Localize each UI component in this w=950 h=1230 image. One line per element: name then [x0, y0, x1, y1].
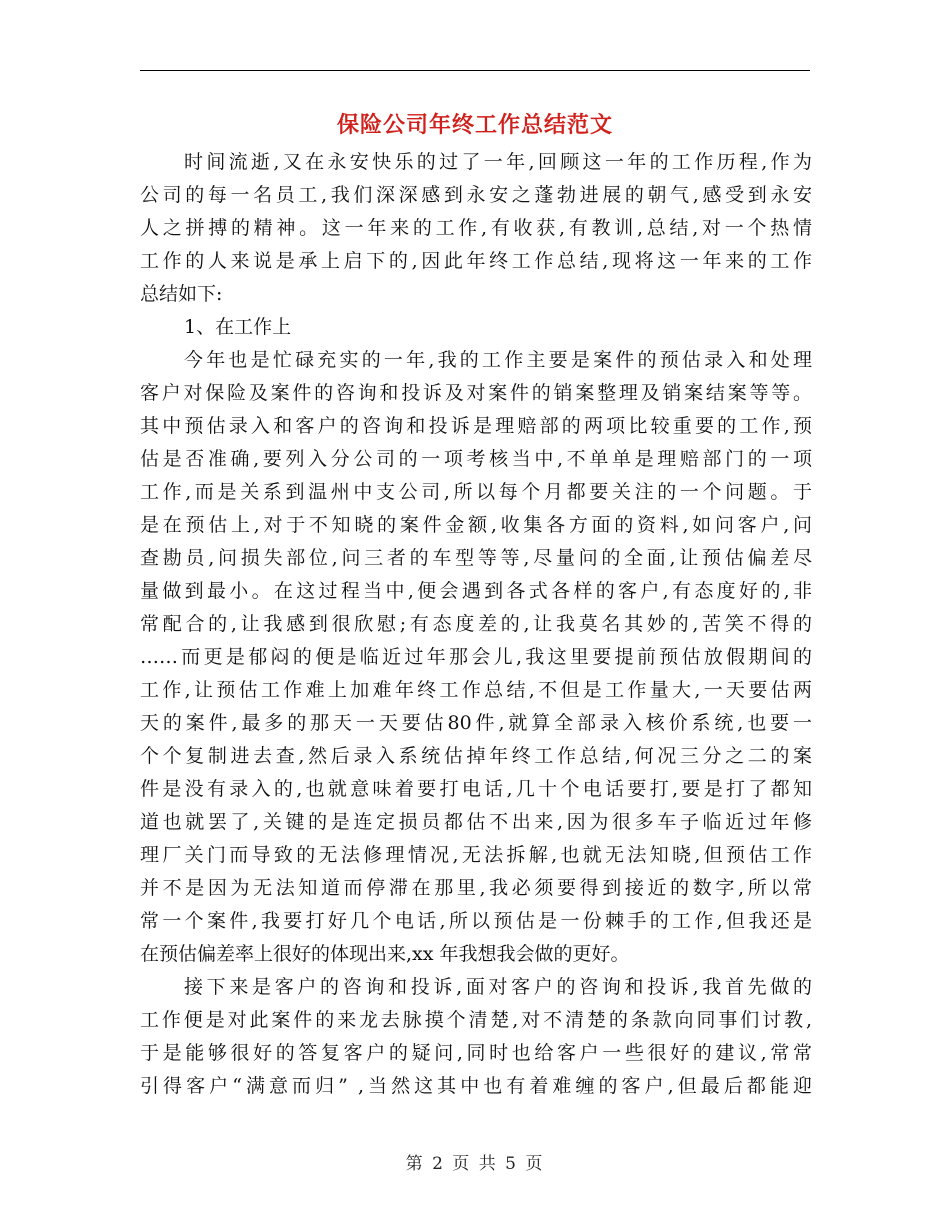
body-line: 引得客户“满意而归” ,当然这其中也有着难缠的客户,但最后都能迎	[140, 1075, 812, 1097]
page-number: 第 2 页 共 5 页	[405, 1154, 545, 1174]
section-heading: 1、在工作上	[184, 316, 292, 338]
body-line: 并不是因为无法知道而停滞在那里,我必须要得到接近的数字,所以常	[140, 877, 812, 899]
body-line: 公司的每一名员工,我们深深感到永安之蓬勃进展的朝气,感受到永安	[140, 184, 812, 206]
body-line: 时间流逝,又在永安快乐的过了一年,回顾这一年的工作历程,作为	[184, 151, 812, 173]
body-line: 道也就罢了,关键的是连定损员都估不出来,因为很多车子临近过年修	[140, 811, 812, 833]
body-line: 今年也是忙碌充实的一年,我的工作主要是案件的预估录入和处理	[184, 349, 812, 371]
header-rule	[140, 70, 810, 71]
body-line: 总结如下:	[140, 283, 223, 305]
body-line: 查勘员,问损失部位,问三者的车型等等,尽量问的全面,让预估偏差尽	[140, 547, 812, 569]
body-line: 其中预估录入和客户的咨询和投诉是理赔部的两项比较重要的工作,预	[140, 415, 812, 437]
body-line: 工作,让预估工作难上加难年终工作总结,不但是工作量大,一天要估两	[140, 679, 812, 701]
document-title: 保险公司年终工作总结范文	[336, 112, 613, 138]
body-line: 在预估偏差率上很好的体现出来,xx 年我想我会做的更好。	[140, 943, 630, 965]
body-line: 客户对保险及案件的咨询和投诉及对案件的销案整理及销案结案等等。	[140, 382, 812, 404]
body-line: 接下来是客户的咨询和投诉,面对客户的咨询和投诉,我首先做的	[184, 976, 812, 998]
body-line: 是在预估上,对于不知晓的案件金额,收集各方面的资料,如问客户,问	[140, 514, 812, 536]
body-line: 常一个案件,我要打好几个电话,所以预估是一份棘手的工作,但我还是	[140, 910, 812, 932]
body-line: 工作,而是关系到温州中支公司,所以每个月都要关注的一个问题。于	[140, 481, 812, 503]
body-line: 于是能够很好的答复客户的疑问,同时也给客户一些很好的建议,常常	[140, 1042, 812, 1064]
body-line: 工作便是对此案件的来龙去脉摸个清楚,对不清楚的条款向同事们讨教,	[140, 1009, 812, 1031]
body-line: 常配合的,让我感到很欣慰;有态度差的,让我莫名其妙的,苦笑不得的	[140, 613, 812, 635]
body-line: 工作的人来说是承上启下的,因此年终工作总结,现将这一年来的工作	[140, 250, 812, 272]
body-line: 个个复制进去查,然后录入系统估掉年终工作总结,何况三分之二的案	[140, 745, 812, 767]
body-line: 人之拼搏的精神。这一年来的工作,有收获,有教训,总结,对一个热情	[140, 217, 812, 239]
body-line: ……而更是郁闷的便是临近过年那会儿,我这里要提前预估放假期间的	[140, 646, 812, 668]
body-line: 天的案件,最多的那天一天要估80件,就算全部录入核价系统,也要一	[140, 712, 812, 734]
body-line: 理厂关门而导致的无法修理情况,无法拆解,也就无法知晓,但预估工作	[140, 844, 812, 866]
body-line: 件是没有录入的,也就意味着要打电话,几十个电话要打,要是打了都知	[140, 778, 812, 800]
body-line: 量做到最小。在这过程当中,便会遇到各式各样的客户,有态度好的,非	[140, 580, 812, 602]
body-line: 估是否准确,要列入分公司的一项考核当中,不单单是理赔部门的一项	[140, 448, 812, 470]
